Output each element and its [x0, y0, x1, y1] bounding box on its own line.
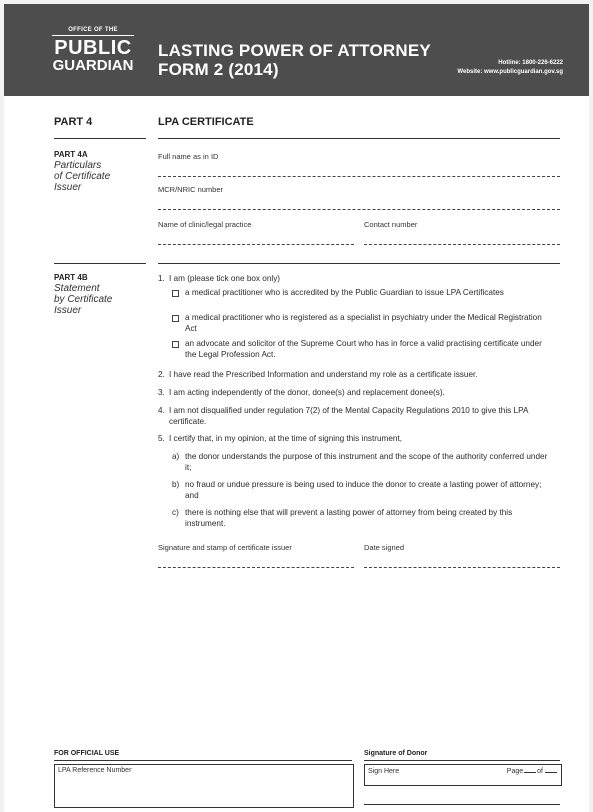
part4-title: LPA CERTIFICATE: [158, 116, 254, 128]
part4a-desc-1: Particulars: [54, 160, 102, 171]
part4a-number: PART 4A: [54, 150, 88, 159]
part4b-left-rule: [54, 263, 146, 264]
of-label: of: [537, 768, 543, 775]
full-name-field[interactable]: [158, 176, 560, 177]
official-use-label: FOR OFFICIAL USE: [54, 750, 120, 757]
certification-text: there is nothing else that will prevent a lasting power of attorney from being created by this instrument.: [185, 508, 513, 528]
statement-text: I am not disqualified under regulation 7(2) of the Mental Capacity Regulations 2010 to give this LPA certificate.: [169, 406, 528, 426]
public-guardian-logo: [52, 27, 134, 73]
part4-right-rule: [158, 138, 560, 139]
part4-label: PART 4: [54, 116, 93, 128]
clinic-label: Name of clinic/legal practice: [158, 220, 252, 229]
clinic-field[interactable]: [158, 244, 354, 245]
part4b-side: [54, 273, 112, 316]
certification-text: no fraud or undue pressure is being used to induce the donor to create a lasting power of attorney; and: [185, 480, 542, 500]
part4a-side: [54, 150, 110, 193]
form-title: [158, 41, 431, 79]
page-label: Page: [506, 768, 524, 775]
donor-signature-box[interactable]: [364, 764, 562, 786]
page-blank[interactable]: [524, 772, 536, 773]
statement-text: I am acting independently of the donor, donee(s) and replacement donee(s).: [169, 388, 445, 397]
website-text: Website: www.publicguardian.gov.sg: [457, 69, 563, 75]
statement-number: 1.: [158, 274, 165, 283]
donor-signature-rule: [364, 760, 560, 761]
signature-stamp-field[interactable]: [158, 567, 354, 568]
date-signed-field[interactable]: [364, 567, 560, 568]
part4b-desc-2: by Certificate: [54, 294, 113, 305]
official-use-rule: [54, 760, 352, 761]
contact-info: [457, 59, 563, 77]
certification-mark: a): [172, 452, 180, 461]
logo-top-text: OFFICE OF THE: [52, 27, 134, 36]
option-checkbox[interactable]: [172, 341, 179, 348]
header-bar: [4, 4, 589, 96]
statement-text: I am (please tick one box only): [169, 274, 281, 283]
form-title-line1: LASTING POWER OF ATTORNEY: [158, 41, 431, 60]
page-number-field: [507, 768, 557, 775]
logo-mid-text: PUBLIC: [54, 37, 132, 59]
part4b-desc-3: Issuer: [54, 305, 82, 316]
option-checkbox[interactable]: [172, 290, 179, 297]
mcr-nric-field[interactable]: [158, 209, 560, 210]
lpa-reference-label: LPA Reference Number: [58, 767, 132, 774]
logo-bot-text: GUARDIAN: [52, 57, 134, 74]
option-text: a medical practitioner who is registered as a specialist in psychiatry under the Medical Registration Act: [185, 313, 542, 333]
statement-number: 2.: [158, 370, 165, 379]
part4b-right-rule: [158, 263, 560, 264]
full-name-label: Full name as in ID: [158, 152, 219, 161]
signature-stamp-label: Signature and stamp of certificate issuer: [158, 543, 292, 552]
donor-bottom-rule: [364, 804, 560, 805]
part4b-desc-1: Statement: [54, 283, 100, 294]
form-title-line2: FORM 2 (2014): [158, 60, 279, 79]
part4a-desc-3: Issuer: [54, 182, 82, 193]
option-text: an advocate and solicitor of the Supreme Court who has in force a valid practising certificate under the Legal Profession Act.: [185, 339, 542, 359]
mcr-nric-label: MCR/NRIC number: [158, 185, 224, 194]
total-pages-blank[interactable]: [545, 772, 557, 773]
option-text: a medical practitioner who is accredited by the Public Guardian to issue LPA Certificates: [185, 288, 504, 297]
part4-left-rule: [54, 138, 146, 139]
lpa-reference-box[interactable]: [54, 764, 354, 808]
statement-number: 4.: [158, 406, 165, 415]
statement-number: 3.: [158, 388, 165, 397]
contact-number-field[interactable]: [364, 244, 560, 245]
statement-number: 5.: [158, 434, 165, 443]
certification-mark: c): [172, 508, 179, 517]
statement-text: I have read the Prescribed Information and understand my role as a certificate issuer.: [169, 370, 478, 379]
certification-mark: b): [172, 480, 180, 489]
part4a-desc-2: of Certificate: [54, 171, 111, 182]
sign-here-label: Sign Here: [368, 768, 400, 775]
date-signed-label: Date signed: [364, 543, 405, 552]
hotline-text: Hotline: 1800-226-6222: [498, 60, 563, 66]
contact-number-label: Contact number: [364, 220, 418, 229]
certification-text: the donor understands the purpose of this instrument and the scope of the authority conferred under it;: [185, 452, 548, 472]
part4b-number: PART 4B: [54, 273, 88, 282]
donor-signature-label: Signature of Donor: [364, 750, 428, 757]
option-checkbox[interactable]: [172, 315, 179, 322]
statement-text: I certify that, in my opinion, at the time of signing this instrument,: [169, 434, 402, 443]
form-page: [4, 4, 589, 812]
